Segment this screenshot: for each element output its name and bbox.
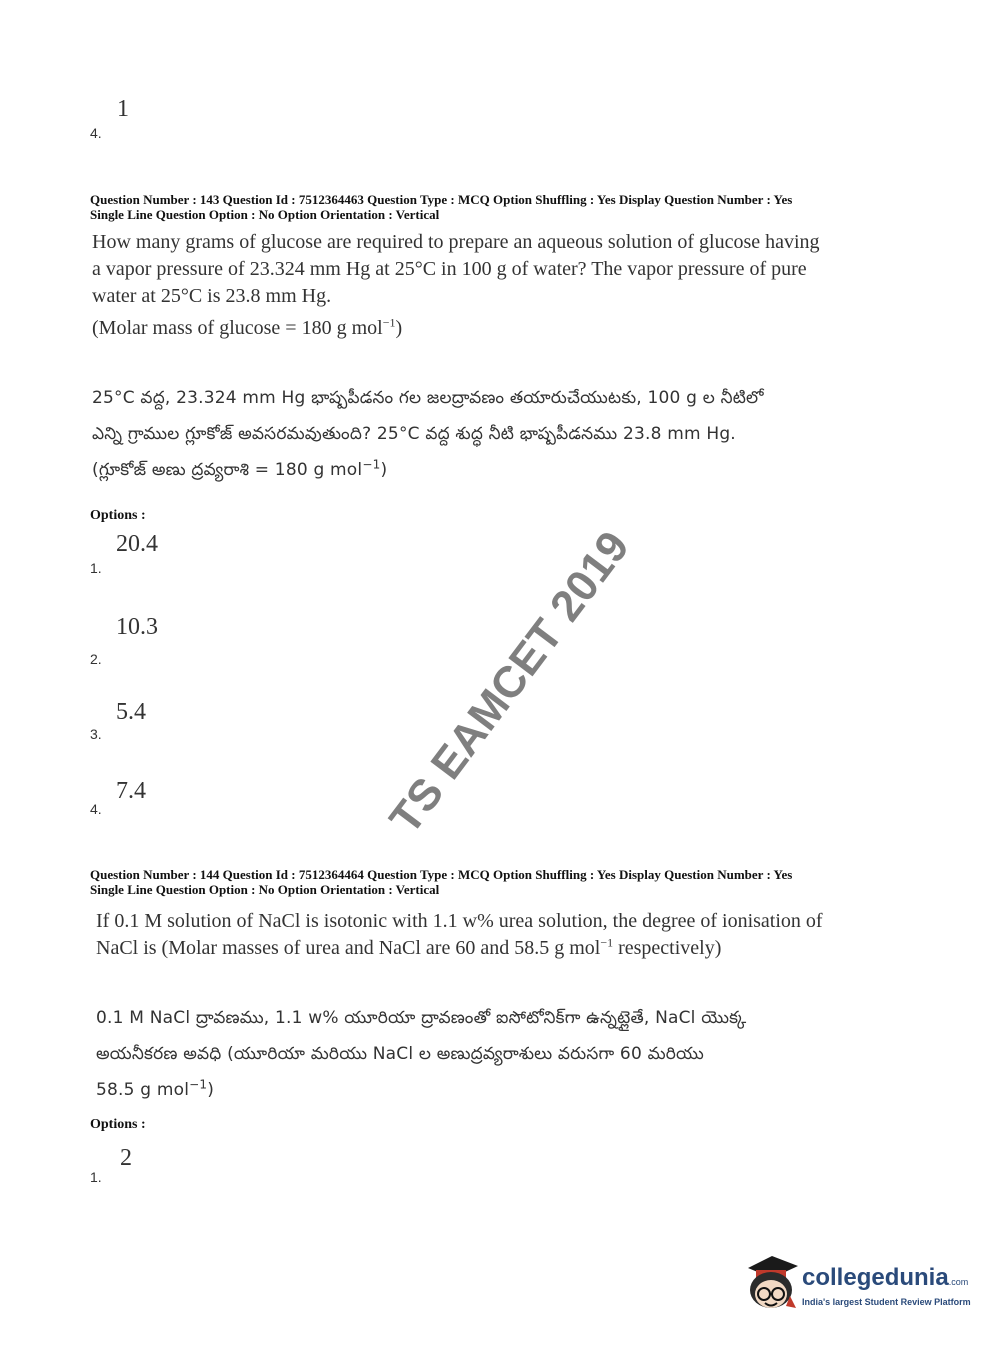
q143-meta-line1: Question Number : 143 Question Id : 7512364463 Question Type : MCQ Option Shuffling : Yes Display Question Number : Yes [90,192,793,207]
watermark: TS EAMCET 2019 [380,522,639,843]
prev-option-number: 4. [90,125,102,141]
q143-option-3-value: 5.4 [116,699,146,725]
q144-meta-line1: Question Number : 144 Question Id : 7512364464 Question Type : MCQ Option Shuffling : Yes Display Question Number : Yes [90,867,793,882]
q144-te-line3-text: 58.5 g mol [96,1080,190,1100]
q143-option-2-number: 2. [90,651,102,667]
q143-option-2-value: 10.3 [116,614,158,640]
q143-option-1-value: 20.4 [116,531,158,557]
logo-wordmark [802,1264,968,1292]
q144-en-line1: If 0.1 M solution of NaCl is isotonic with 1.1 w% urea solution, the degree of ionisation of [96,910,823,932]
collegedunia-logo [742,1250,972,1314]
logo-tagline: India's largest Student Review Platform [802,1297,971,1307]
q143-en-line4-sup: −1 [382,315,396,330]
logo-name: collegedunia [802,1264,949,1291]
q144-te-line3 [96,1072,926,1108]
q144-option-1-number: 1. [90,1169,102,1185]
q144-te-line1: 0.1 M NaCl ద్రావణము, 1.1 w% యూరియా ద్రావణంతో ఐసోటోనిక్‌గా ఉన్నట్లైతే, NaCl యొక్క [96,1008,747,1028]
q144-option-1-value: 2 [120,1145,132,1171]
q143-option-4-value: 7.4 [116,778,146,804]
q144-meta-line2: Single Line Question Option : No Option Orientation : Vertical [90,882,440,897]
q144-en-line2-sup: −1 [600,935,614,950]
q144-te-line2: అయనీకరణ అవధి (యూరియా మరియు NaCl ల అణుద్రవ్యరాశులు వరుసగా 60 మరియు [96,1044,704,1064]
q144-meta [90,867,792,897]
q144-telugu-text [96,1000,926,1108]
q143-te-line2: ఎన్ని గ్రాముల గ్లూకోజ్ అవసరమవుతుంది? 25°C వద్ద శుద్ధ నీటి భాష్పపీడనము 23.8 mm Hg. [92,424,736,444]
q143-option-1-number: 1. [90,560,102,576]
prev-option-value: 1 [117,96,129,122]
q143-option-3-number: 3. [90,726,102,742]
logo-suffix: .com [948,1277,969,1287]
q143-en-line3: water at 25°C is 23.8 mm Hg. [92,285,332,307]
q144-en-line2-text: NaCl is (Molar masses of urea and NaCl are 60 and 58.5 g mol [96,937,601,959]
q143-en-line4 [92,315,912,342]
mascot-icon [742,1250,800,1314]
q143-te-line3-end: ) [380,460,388,480]
q144-te-line3-sup: −1 [189,1077,208,1092]
q143-te-line3-text: (గ్లూకోజ్ అణు ద్రవ్యరాశి = 180 g mol [92,460,363,480]
q144-options-label: Options : [90,1117,146,1132]
q143-te-line3 [92,452,922,488]
q143-te-line3-sup: −1 [362,457,381,472]
q143-options-label: Options : [90,508,146,523]
q143-english-text [92,229,912,342]
q143-meta [90,192,792,222]
q144-english-text [96,908,916,962]
q143-en-line4-text: (Molar mass of glucose = 180 g mol [92,317,383,339]
q143-en-line2: a vapor pressure of 23.324 mm Hg at 25°C in 100 g of water? The vapor pressure of pure [92,258,807,280]
q143-en-line4-end: ) [395,317,403,339]
q144-en-line2-end: respectively) [613,937,722,959]
q143-te-line1: 25°C వద్ద, 23.324 mm Hg భాష్పపీడనం గల జలద్రావణం తయారుచేయుటకు, 100 g ల నీటిలో [92,388,764,408]
q143-meta-line2: Single Line Question Option : No Option Orientation : Vertical [90,207,440,222]
q144-en-line2 [96,935,916,962]
q144-te-line3-end: ) [207,1080,215,1100]
q143-telugu-text [92,380,922,488]
q143-option-4-number: 4. [90,801,102,817]
q143-en-line1: How many grams of glucose are required to prepare an aqueous solution of glucose having [92,231,820,253]
